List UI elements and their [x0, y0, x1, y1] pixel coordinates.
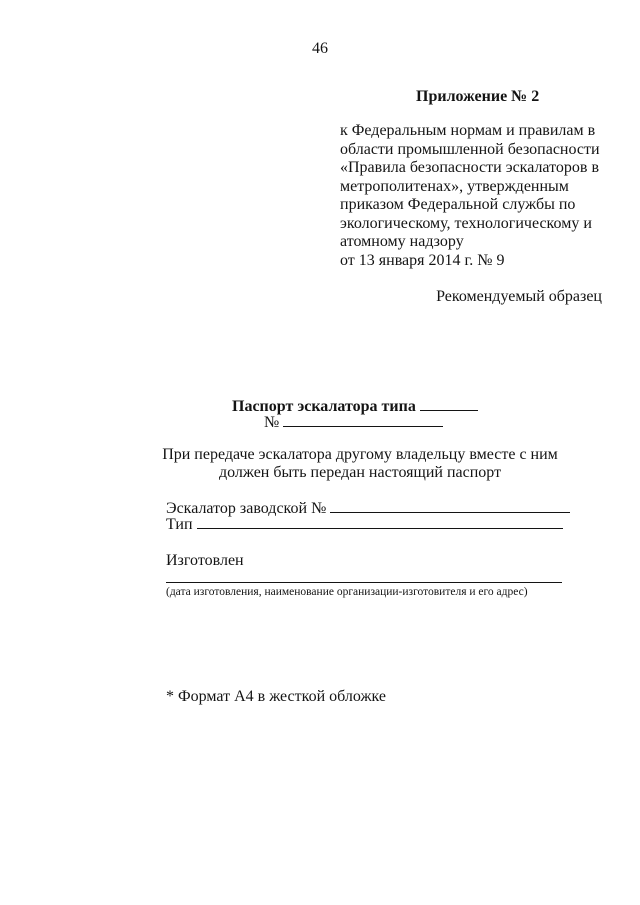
reference-line: экологическому, технологическому и	[340, 214, 592, 232]
reference-line: области промышленной безопасности	[340, 140, 600, 158]
reference-line: атомному надзору	[340, 233, 464, 250]
transfer-note-line: должен быть передан настоящий паспорт	[218, 464, 502, 481]
manufactured-blank-line	[166, 582, 562, 583]
reference-line: приказом Федеральной службы по	[340, 196, 576, 213]
appendix-reference	[340, 122, 600, 270]
factory-number-blank	[330, 498, 570, 513]
passport-title-text: Паспорт эскалатора типа	[232, 398, 416, 415]
type-field	[166, 514, 563, 534]
reference-line: от 13 января 2014 г. № 9	[340, 251, 505, 269]
transfer-note-line: При передаче эскалатора другому владельцу вместе с ним	[162, 446, 558, 463]
manufactured-caption: (дата изготовления, наименование организации-изготовителя и его адрес)	[166, 586, 528, 598]
passport-type-blank	[420, 396, 478, 411]
reference-line: метрополитенах», утвержденным	[340, 177, 569, 195]
passport-number-row	[264, 412, 443, 432]
reference-line: «Правила безопасности эскалаторов в	[340, 159, 599, 176]
manufactured-label: Изготовлен	[166, 552, 244, 569]
reference-line: к Федеральным нормам и правилам в	[340, 122, 596, 139]
type-label: Тип	[166, 516, 193, 533]
transfer-note	[0, 446, 640, 482]
passport-number-label: №	[264, 414, 280, 431]
format-footnote: * Формат А4 в жесткой обложке	[166, 688, 387, 705]
page-number: 46	[312, 40, 328, 57]
passport-number-blank	[283, 412, 443, 427]
type-blank	[197, 514, 563, 529]
appendix-title: Приложение № 2	[416, 88, 540, 105]
factory-number-label: Эскалатор заводской №	[166, 500, 327, 517]
recommended-sample-label: Рекомендуемый образец	[436, 288, 602, 305]
